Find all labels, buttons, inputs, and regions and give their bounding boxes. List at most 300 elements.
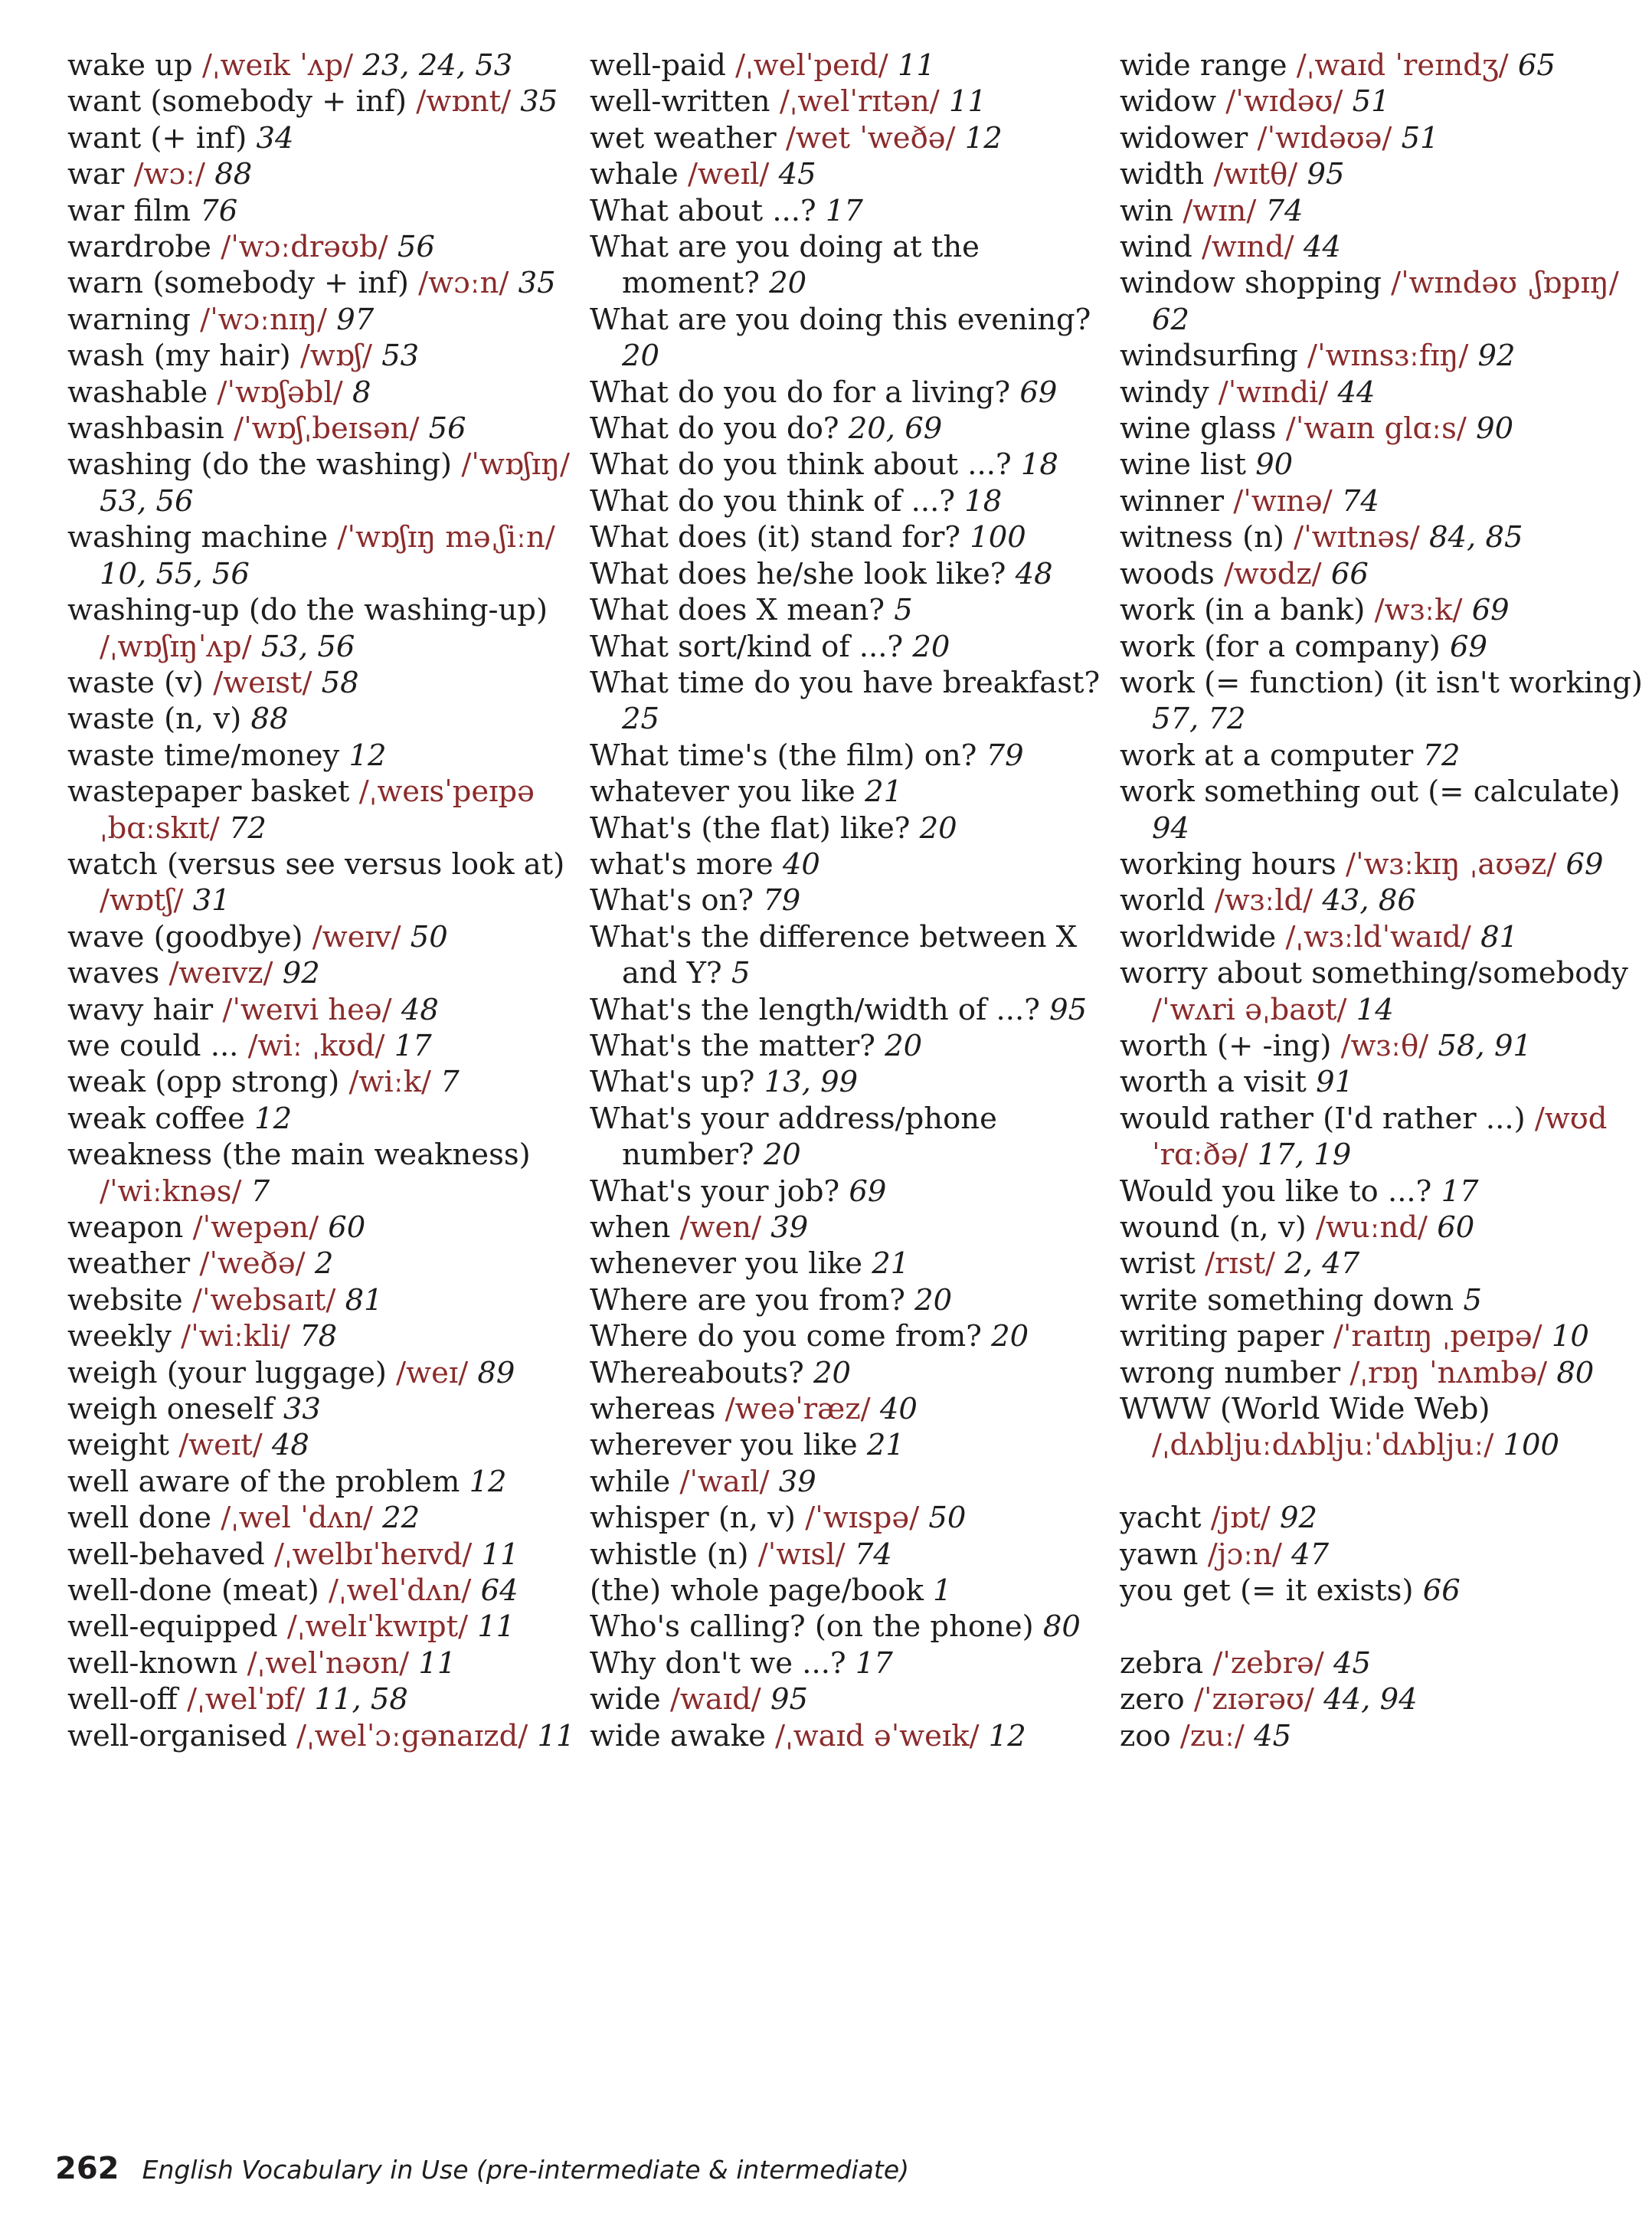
index-headword: and Y?	[622, 956, 731, 991]
index-headword: work (= function) (it isn't working)	[1120, 665, 1643, 700]
index-entry	[590, 411, 1118, 447]
index-phonetic: /waɪd/	[669, 1682, 761, 1717]
index-phonetic: /weɪl/	[688, 157, 770, 192]
index-entry	[590, 519, 1118, 555]
index-entry	[590, 483, 1118, 519]
index-entry	[67, 665, 588, 701]
index-pages: 11	[939, 84, 986, 119]
index-pages: 64	[471, 1573, 518, 1609]
index-headword: would rather (I'd rather ...)	[1120, 1101, 1535, 1136]
index-pages: 95	[761, 1682, 808, 1717]
index-headword: What's on?	[590, 883, 764, 918]
index-headword: well-paid	[590, 48, 736, 83]
index-phonetic: /wen/	[679, 1210, 762, 1245]
index-phonetic: /ˈwepən/	[192, 1210, 319, 1245]
index-pages: 53, 56	[251, 629, 355, 664]
index-pages: 56	[388, 230, 435, 265]
index-pages: 58, 91	[1428, 1028, 1532, 1063]
index-entry	[1120, 1573, 1648, 1609]
index-entry	[67, 592, 588, 628]
index-headword: weigh oneself	[67, 1392, 283, 1427]
index-phonetic: /weɪ/	[396, 1355, 469, 1390]
page-number: 262	[55, 2151, 119, 2186]
index-phonetic: /wet ˈweðə/	[785, 120, 956, 156]
index-pages: 17	[825, 193, 863, 228]
index-pages: 97	[327, 302, 375, 337]
index-pages: 11	[472, 1537, 519, 1572]
index-pages: 57, 72	[1152, 702, 1246, 737]
index-entry	[1120, 1028, 1648, 1064]
index-headword: weigh (your luggage)	[67, 1355, 397, 1390]
index-headword: moment?	[622, 266, 770, 301]
index-pages: 74	[845, 1537, 892, 1572]
index-phonetic: /zuː/	[1179, 1718, 1245, 1753]
index-phonetic: /ˌwel ˈdʌn/	[221, 1501, 373, 1536]
index-pages: 76	[200, 193, 238, 228]
index-entry	[67, 156, 588, 192]
index-entry	[1120, 1064, 1648, 1100]
index-phonetic: /ˈwɒʃəbl/	[217, 375, 343, 410]
index-headword: (the) whole page/book	[590, 1573, 934, 1609]
index-pages: 17	[384, 1028, 432, 1063]
index-pages: 88	[205, 157, 253, 192]
index-column-3	[1120, 47, 1648, 1754]
index-pages: 44	[1294, 230, 1341, 265]
index-phonetic: /ˌdʌbljuːdʌbljuːˈdʌbljuː/	[1152, 1428, 1494, 1463]
index-entry	[1120, 1246, 1648, 1282]
index-entry	[1120, 992, 1648, 1028]
index-entry	[590, 1064, 1118, 1100]
index-entry	[1120, 265, 1648, 301]
index-headword: What does he/she look like?	[590, 556, 1016, 591]
index-entry	[1120, 47, 1648, 83]
index-pages: 81	[1470, 919, 1519, 954]
index-entry	[67, 1609, 588, 1645]
index-pages: 91	[1316, 1065, 1354, 1100]
index-phonetic: /ˌwelˈɒf/	[187, 1682, 306, 1717]
index-phonetic: /weəˈræz/	[725, 1392, 871, 1427]
index-entry	[1120, 810, 1648, 846]
index-pages: 51	[1343, 84, 1390, 119]
index-entry	[1120, 1282, 1648, 1318]
index-headword: wrist	[1120, 1246, 1205, 1282]
index-pages: 23, 24, 53	[353, 48, 513, 83]
index-entry	[1120, 120, 1648, 156]
index-entry	[590, 1282, 1118, 1318]
index-headword: winner	[1120, 483, 1234, 519]
index-pages: 51	[1392, 120, 1439, 156]
index-headword: windsurfing	[1120, 339, 1308, 374]
index-pages: 20	[813, 1355, 852, 1390]
index-pages: 69	[1450, 629, 1488, 664]
index-entry	[1120, 1681, 1648, 1717]
index-phonetic: /ˌwelˈpeɪd/	[735, 48, 888, 83]
index-pages: 88	[250, 702, 289, 737]
index-entry	[67, 1391, 588, 1427]
index-pages: 48	[1015, 556, 1053, 591]
index-entry	[67, 738, 588, 774]
index-entry	[1120, 1210, 1648, 1246]
index-headword: worth a visit	[1120, 1065, 1317, 1100]
index-headword: work at a computer	[1120, 738, 1423, 773]
index-entry	[1120, 774, 1648, 810]
index-entry	[1120, 1645, 1648, 1681]
index-pages: 12	[979, 1718, 1026, 1753]
index-entry	[1120, 193, 1648, 229]
index-pages: 43, 86	[1313, 883, 1416, 918]
index-headword: window shopping	[1120, 266, 1392, 301]
index-pages: 25	[622, 702, 659, 737]
index-entry	[67, 1101, 588, 1137]
index-headword: win	[1120, 193, 1183, 228]
index-entry	[67, 120, 588, 156]
index-headword: want (somebody + inf)	[67, 84, 417, 119]
index-entry	[67, 774, 588, 810]
index-entry	[590, 556, 1118, 592]
index-headword: when	[590, 1210, 680, 1245]
index-pages: 80	[1547, 1355, 1595, 1390]
index-phonetic: /ˈwaɪl/	[679, 1464, 770, 1499]
index-pages: 21	[865, 774, 903, 810]
index-entry	[590, 447, 1118, 483]
index-entry	[67, 1718, 588, 1754]
index-headword: yacht	[1120, 1501, 1211, 1536]
index-phonetic: /ˌrɒŋ ˈnʌmbə/	[1349, 1355, 1548, 1390]
index-headword: worth (+ -ing)	[1120, 1028, 1341, 1063]
index-phonetic: /weɪst/	[213, 665, 312, 700]
index-headword: widower	[1120, 120, 1258, 156]
index-entry	[67, 1028, 588, 1064]
index-headword: yawn	[1120, 1537, 1208, 1572]
index-phonetic: /ˈwɪnsɜːfɪŋ/	[1307, 339, 1469, 374]
index-headword: waste (v)	[67, 665, 214, 700]
index-entry	[1120, 156, 1648, 192]
index-entry	[67, 701, 588, 737]
index-phonetic: /ˌwelˈɔːgənaɪzd/	[296, 1718, 528, 1753]
index-headword: What time's (the film) on?	[590, 738, 986, 773]
index-headword: What's the length/width of ...?	[590, 992, 1050, 1027]
index-headword: website	[67, 1282, 192, 1318]
index-pages: 48	[262, 1428, 309, 1463]
index-entry	[1120, 1318, 1648, 1354]
index-pages: 12	[254, 1101, 293, 1136]
index-entry	[590, 338, 1118, 374]
index-pages: 12	[955, 120, 1003, 156]
index-entry	[590, 1174, 1118, 1210]
index-entry	[1120, 882, 1648, 918]
index-phonetic: /ˈzebrə/	[1212, 1645, 1324, 1681]
index-entry	[590, 1427, 1118, 1463]
index-headword: Whereabouts?	[590, 1355, 814, 1390]
index-phonetic: /ˈwɪdəʊ/	[1225, 84, 1343, 119]
index-entry	[590, 83, 1118, 119]
index-entry	[590, 1101, 1118, 1137]
index-phonetic: /ˈwɪndəʊ ˌʃɒpɪŋ/	[1391, 266, 1619, 301]
index-headword: work something out (= calculate)	[1120, 774, 1621, 810]
index-headword: wavy hair	[67, 992, 223, 1027]
index-entry	[590, 47, 1118, 83]
index-entry	[1120, 701, 1648, 737]
index-pages: 12	[348, 738, 387, 773]
index-entry	[1120, 738, 1648, 774]
index-headword: wrong number	[1120, 1355, 1350, 1390]
index-pages: 13, 99	[764, 1065, 859, 1100]
index-entry	[67, 1355, 588, 1391]
index-headword: well-organised	[67, 1718, 297, 1753]
index-entry	[590, 955, 1118, 991]
index-entry	[590, 1645, 1118, 1681]
index-headword: weather	[67, 1246, 200, 1282]
index-entry	[1120, 1464, 1648, 1500]
index-pages: 20	[914, 1282, 953, 1318]
index-pages: 81	[335, 1282, 383, 1318]
index-phonetic: /wʊd	[1534, 1101, 1608, 1136]
index-pages: 53, 56	[100, 483, 194, 519]
index-headword: world	[1120, 883, 1215, 918]
index-headword: wound (n, v)	[1120, 1210, 1316, 1245]
index-headword: worldwide	[1120, 919, 1286, 954]
index-phonetic: /ˌwaɪd ˈreɪndʒ/	[1296, 48, 1509, 83]
index-phonetic: /jɒt/	[1210, 1501, 1271, 1536]
index-pages: 66	[1321, 556, 1369, 591]
index-phonetic: /wiː ˌkʊd/	[247, 1028, 385, 1063]
index-pages: 39	[769, 1464, 816, 1499]
index-headword: what's more	[590, 846, 783, 882]
index-entry	[590, 1718, 1118, 1754]
index-headword: weight	[67, 1428, 179, 1463]
index-pages: 7	[241, 1174, 270, 1209]
index-entry	[67, 556, 588, 592]
index-headword: What's your job?	[590, 1174, 849, 1209]
index-entry	[1120, 1174, 1648, 1210]
index-headword: What about ...?	[590, 193, 826, 228]
index-headword: What's your address/phone	[590, 1101, 997, 1136]
index-phonetic: /ˈweðə/	[199, 1246, 306, 1282]
index-headword: whisper (n, v)	[590, 1501, 806, 1536]
index-entry	[590, 1028, 1118, 1064]
index-headword: What do you think about ...?	[590, 447, 1021, 483]
index-entry	[67, 483, 588, 519]
index-pages: 11	[409, 1645, 456, 1681]
index-headword: What do you do for a living?	[590, 375, 1020, 410]
index-headword: wind	[1120, 230, 1202, 265]
index-phonetic: /wɔːn/	[418, 266, 509, 301]
index-headword: waste time/money	[67, 738, 349, 773]
index-entry	[1120, 519, 1648, 555]
index-phonetic: /rɪst/	[1205, 1246, 1276, 1282]
index-entry	[1120, 919, 1648, 955]
index-headword: What does (it) stand for?	[590, 520, 970, 555]
index-entry	[590, 229, 1118, 265]
index-pages: 10, 55, 56	[100, 556, 250, 591]
index-headword: What's (the flat) like?	[590, 810, 920, 846]
index-phonetic: /ˌwelˈrɪtən/	[779, 84, 940, 119]
index-phonetic: /ˈwiːknəs/	[100, 1174, 242, 1209]
index-entry	[1120, 629, 1648, 665]
index-pages: 94	[1152, 810, 1189, 846]
index-phonetic: /ˈraɪtɪŋ ˌpeɪpə/	[1333, 1319, 1542, 1354]
index-phonetic: /ˈwɒʃˌbeɪsən/	[234, 411, 420, 447]
index-entry	[590, 774, 1118, 810]
index-pages: 17	[1441, 1174, 1479, 1209]
index-pages: 33	[283, 1392, 321, 1427]
index-pages: 20	[769, 266, 807, 301]
index-entry	[1120, 483, 1648, 519]
index-entry	[590, 1500, 1118, 1536]
index-entry	[590, 265, 1118, 301]
index-phonetic: /wɜːk/	[1374, 593, 1463, 628]
index-pages: 48	[391, 992, 439, 1027]
index-headword: widow	[1120, 84, 1226, 119]
index-headword: Where do you come from?	[590, 1319, 992, 1354]
index-entry	[1120, 229, 1648, 265]
index-phonetic: /ˈwiːkli/	[181, 1319, 290, 1354]
index-pages: 20, 69	[848, 411, 943, 447]
index-entry	[1120, 1427, 1648, 1463]
index-pages: 62	[1152, 302, 1189, 337]
index-phonetic: /wɒnt/	[416, 84, 512, 119]
index-entry	[590, 992, 1118, 1028]
index-pages: 74	[1256, 193, 1304, 228]
index-headword: Would you like to ...?	[1120, 1174, 1441, 1209]
index-pages: 2, 47	[1275, 1246, 1360, 1282]
index-pages: 92	[273, 956, 320, 991]
index-entry	[590, 1355, 1118, 1391]
index-phonetic: /jɔːn/	[1207, 1537, 1282, 1572]
index-entry	[1120, 1718, 1648, 1754]
index-entry	[590, 302, 1118, 338]
index-entry	[67, 411, 588, 447]
index-headword: Where are you from?	[590, 1282, 915, 1318]
index-phonetic: ˌbɑːskɪt/	[100, 810, 220, 846]
index-pages: 58	[312, 665, 359, 700]
index-pages: 47	[1281, 1537, 1330, 1572]
index-headword: war film	[67, 193, 201, 228]
index-entry	[67, 447, 588, 483]
index-phonetic: /weɪt/	[178, 1428, 263, 1463]
index-entry	[1120, 1391, 1648, 1427]
index-phonetic: /wɔː/	[133, 157, 205, 192]
index-headword: washbasin	[67, 411, 234, 447]
index-entry	[1120, 1609, 1648, 1645]
index-entry	[1120, 447, 1648, 483]
index-pages: 11	[888, 48, 935, 83]
page-footer	[55, 2151, 909, 2186]
index-headword: weapon	[67, 1210, 193, 1245]
index-entry	[590, 120, 1118, 156]
index-headword: working hours	[1120, 846, 1346, 882]
index-phonetic: /wʊdz/	[1223, 556, 1322, 591]
index-pages: 17	[855, 1645, 893, 1681]
index-headword: work (for a company)	[1120, 629, 1451, 664]
index-headword: well-behaved	[67, 1537, 274, 1572]
index-entry	[590, 193, 1118, 229]
index-pages: 20	[912, 629, 950, 664]
index-phonetic: /ˈwɔːnɪŋ/	[200, 302, 328, 337]
index-headword: WWW (World Wide Web)	[1120, 1392, 1490, 1427]
index-phonetic: /ˈwɪndi/	[1218, 375, 1329, 410]
index-entry	[590, 375, 1118, 411]
index-headword: you get (= it exists)	[1120, 1573, 1423, 1609]
index-phonetic: /weɪvz/	[168, 956, 273, 991]
index-phonetic: /ˈwɪtnəs/	[1294, 520, 1420, 555]
index-pages: 74	[1332, 483, 1379, 519]
index-entry	[67, 1645, 588, 1681]
index-phonetic: /ˈwɒʃɪŋ məˌʃiːn/	[337, 520, 555, 555]
index-headword: well aware of the problem	[67, 1464, 469, 1499]
index-pages: 40	[870, 1392, 918, 1427]
index-pages: 12	[469, 1464, 507, 1499]
index-pages: 44, 94	[1313, 1682, 1418, 1717]
index-pages: 2	[305, 1246, 334, 1282]
index-pages: 11	[528, 1718, 575, 1753]
index-entry	[1120, 302, 1648, 338]
index-entry	[67, 919, 588, 955]
index-headword: windy	[1120, 375, 1219, 410]
index-pages: 10	[1542, 1319, 1589, 1354]
index-phonetic: /ˈwɪnə/	[1233, 483, 1333, 519]
index-entry	[67, 846, 588, 882]
index-headword: width	[1120, 157, 1214, 192]
index-pages: 65	[1508, 48, 1555, 83]
index-entry	[67, 1427, 588, 1463]
index-headword: wet weather	[590, 120, 786, 156]
index-entry	[590, 156, 1118, 192]
index-entry	[67, 193, 588, 229]
index-entry	[67, 992, 588, 1028]
index-pages: 40	[782, 846, 820, 882]
index-pages: 95	[1049, 992, 1088, 1027]
index-pages: 100	[1493, 1428, 1560, 1463]
index-pages: 60	[1428, 1210, 1475, 1245]
index-phonetic: /ˈwɪsl/	[757, 1537, 846, 1572]
index-entry	[590, 629, 1118, 665]
index-phonetic: /ˈwɔːdrəʊb/	[221, 230, 388, 265]
index-headword: waste (n, v)	[67, 702, 251, 737]
index-pages: 31	[183, 883, 231, 918]
index-entry	[1120, 83, 1648, 119]
index-pages: 84, 85	[1419, 520, 1523, 555]
index-phonetic: /ˈwɜːkɪŋ ˌaʊəz/	[1346, 846, 1557, 882]
index-entry	[67, 629, 588, 665]
index-pages: 92	[1270, 1501, 1318, 1536]
index-headword: writing paper	[1120, 1319, 1333, 1354]
index-pages: 18	[1020, 447, 1058, 483]
index-entry	[67, 302, 588, 338]
index-phonetic: /ˈwebsaɪt/	[191, 1282, 336, 1318]
index-entry	[67, 1318, 588, 1354]
book-title: English Vocabulary in Use (pre-intermediate & intermediate)	[142, 2155, 910, 2185]
index-entry	[67, 229, 588, 265]
index-phonetic: /ˌweɪk ˈʌp/	[201, 48, 354, 83]
index-headword: while	[590, 1464, 680, 1499]
index-headword: whale	[590, 157, 689, 192]
index-pages: 72	[1422, 738, 1461, 773]
index-entry	[67, 1174, 588, 1210]
index-headword: Why don't we ...?	[590, 1645, 855, 1681]
index-pages: 66	[1422, 1573, 1461, 1609]
index-headword: whenever you like	[590, 1246, 872, 1282]
index-column-2	[590, 47, 1118, 1754]
index-entry	[67, 1064, 588, 1100]
index-pages: 92	[1468, 339, 1516, 374]
index-entry	[1120, 955, 1648, 991]
index-entry	[590, 1210, 1118, 1246]
index-entry	[590, 1681, 1118, 1717]
index-phonetic: /ˌwelˈdʌn/	[329, 1573, 472, 1609]
index-entry	[67, 338, 588, 374]
index-pages: 20	[763, 1138, 801, 1173]
